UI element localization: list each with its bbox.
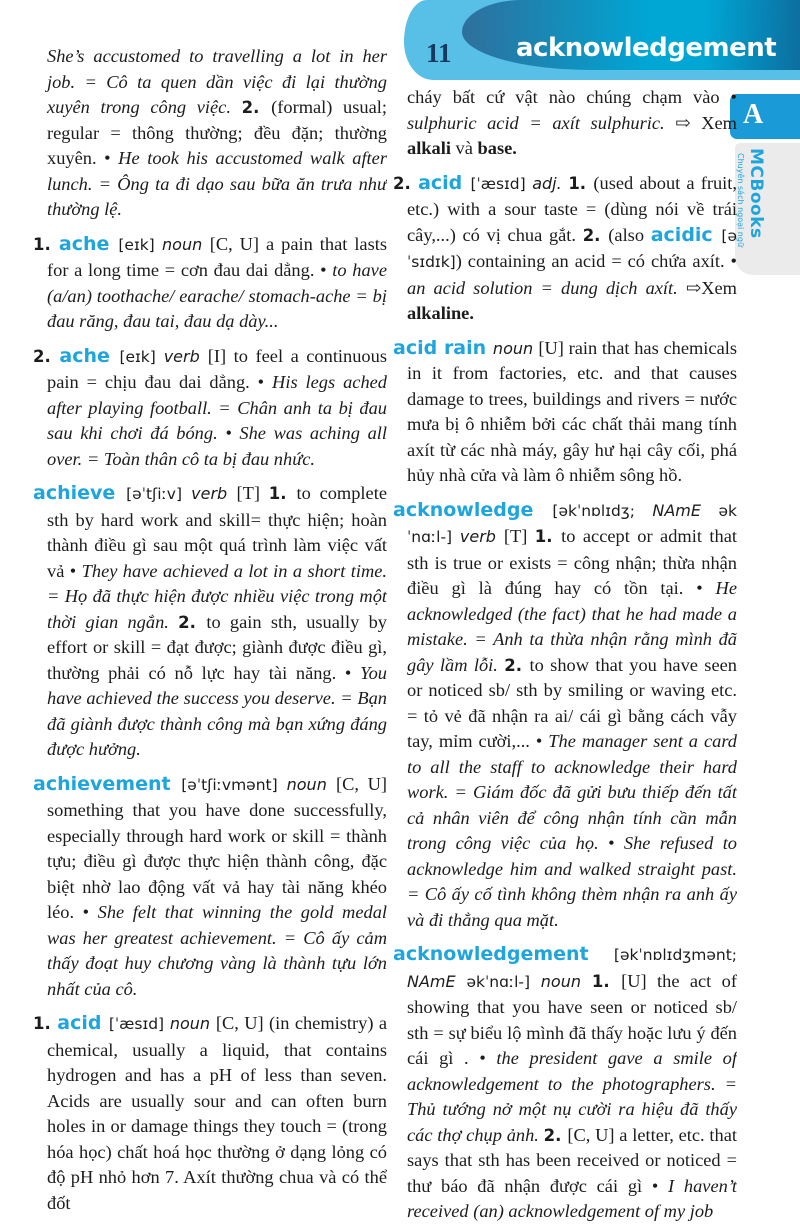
entry-text: (used about a fruit, etc.) with a sour taste = (dùng nói về trái cây,...) có vị chua gắt.: [407, 172, 737, 245]
entry-text: 1.: [534, 527, 562, 546]
entry-text: [əkˈnɒlɪdʒ;: [552, 501, 653, 520]
entry-text: verb: [459, 527, 504, 546]
headword: ache: [59, 344, 120, 367]
entry-text: [ˈæsɪd]: [470, 174, 533, 193]
entry-text: noun: [540, 971, 592, 991]
letter-index-tab: [730, 94, 800, 139]
entry-text: to accept or admit that sth is true or exists = công nhận; thừa nhận điều gì là đúng hay có tồn tại. •: [407, 526, 737, 598]
entry-text: 1.: [591, 971, 622, 991]
entry-text: 2.: [504, 655, 530, 675]
entry-text: verb: [163, 346, 208, 366]
entry-text: noun: [286, 774, 336, 794]
entry-text: noun: [162, 234, 210, 254]
guide-word: acknowledgement: [516, 33, 777, 63]
entry-text: His legs ached after playing football. = Chân anh ta bị đau sau khi chơi đá bóng. • She was aching all over. = Toàn thân cô ta bị đau nhức.: [47, 372, 387, 469]
entry-text: əkˈnɑːl-]: [407, 501, 737, 546]
entry-text: The manager sent a card to all the staff to acknowledge their hard work. = Giám đốc đã gửi bưu thiếp đến tất cả nhân viên để công nhận tính cần mẫn trong công việc của họ. • She refused to acknowledge him and walked straight past. = Cô ấy cố tình không thèm nhận ra anh ấy và đi thẳng qua mặt.: [407, 731, 737, 930]
entry-text: əkˈnɑːl-]: [466, 972, 541, 991]
entry-text: [eɪk]: [119, 347, 164, 366]
publisher-tagline: Chuyên sách ngoại ngữ: [736, 153, 745, 248]
entry-text: [C, U] (in chemistry) a chemical, usually a liquid, that contains hydrogen and has a pH of less than seven. Acids are usually sour and can often burn holes in or damage things they touch = (trong hóa học) chất hoá học thường ở dạng lỏng có độ pH nhỏ hơn 7. Axít thường chua và có thể đốt: [47, 1013, 387, 1213]
entry-text: ) containing an acid = có chứa axít. •: [455, 251, 737, 271]
entry-text: They have achieved a lot in a short time. = Họ đã thực hiện được nhiều việc trong một thời gian ngắn.: [47, 560, 387, 632]
entry-text: (formal) usual; regular = thông thường; đều đặn; thường xuyên. •: [47, 97, 387, 168]
entry-text: [U] the act of showing that you have seen or noticed sb/ sth = sự biểu lộ mình đã thấy hoặc lưu ý đến cái gì . •: [407, 970, 737, 1068]
page-header: [404, 0, 800, 80]
right-column: [393, 85, 737, 1230]
publisher-panel: [735, 143, 800, 275]
entry-text: 1.: [268, 484, 297, 503]
entry-text: [əˈsɪdɪk]: [407, 226, 737, 271]
entry-text: 2.: [543, 1125, 568, 1145]
entry-text: alkaline.: [407, 303, 474, 323]
dictionary-entry: [393, 942, 737, 1225]
entry-text: She felt that winning the gold medal was her greatest achievement. = Cô ấy cảm thấy đoạt huy chương vàng là thành tựu lớn nhất của cô.: [47, 902, 387, 999]
headword: ache: [58, 232, 119, 255]
entry-text: [əˈtʃiːvmənt]: [181, 775, 287, 794]
dictionary-entry: [33, 1011, 387, 1216]
entry-text: to show that you have seen or noticed sb/ sth by smiling or waving etc. = tỏ vẻ đã nhận ra ai/ cái gì bằng cách vẫy tay, mỉm cười,... •: [407, 654, 737, 751]
headword: acid: [418, 171, 471, 194]
entry-text: the president gave a smile of acknowledgement to the photographers. = Thủ tướng nở một nụ cười ra hiệu đã thấy các thợ chụp ảnh.: [407, 1048, 737, 1145]
entry-text: cháy bất cứ vật nào chúng chạm vào •: [407, 87, 737, 107]
entry-text: He acknowledged (the fact) that he had made a mistake. = Anh ta thừa nhận rằng mình đã gây lầm lỗi.: [407, 578, 737, 675]
entry-text: [C, U] something that you have done successfully, especially through hard work or skill = thành tựu; điều gì được thực hiện thành công, đặc biệt nhờ lao động vất vả hay tài năng khéo léo. •: [47, 773, 387, 922]
entry-text: noun: [169, 1014, 216, 1033]
headword: achievement: [33, 772, 182, 795]
entry-text: [I] to feel a continuous pain = chịu đau dai dẳng. •: [47, 345, 387, 392]
entry-text: [C, U] a pain that lasts for a long time = cơn đau dai dẳng. •: [47, 233, 387, 280]
headword: acidic: [650, 223, 722, 246]
entry-text: 1.: [33, 234, 59, 254]
dictionary-entry: [393, 498, 737, 934]
entry-text: 2.: [393, 173, 419, 193]
entry-text: ⇨Xem: [685, 277, 737, 298]
entry-text: He took his accustomed walk after lunch. = Ông ta đi dạo sau bữa ăn trưa như thường lệ.: [47, 148, 387, 219]
entry-text: 1.: [568, 173, 594, 193]
entry-text: I haven’t received (an) acknowledgement of my job: [407, 1175, 737, 1221]
entry-text: và: [450, 138, 478, 158]
entry-text: [T]: [503, 526, 535, 546]
entry-text: NAmE: [407, 971, 467, 991]
entry-text: an acid solution = dung dịch axít.: [407, 277, 686, 298]
entry-text: alkali: [407, 138, 451, 158]
headword: achieve: [33, 482, 127, 504]
dictionary-entry: [393, 85, 737, 162]
entry-text: You have achieved the success you deserve. = Bạn đã giành được thành công mà bạn xứng đáng được hưởng.: [47, 662, 387, 759]
dictionary-entry: [33, 44, 387, 223]
entry-text: [eɪk]: [118, 235, 163, 254]
dictionary-entry: [33, 481, 387, 763]
entry-text: to have (a/an) toothache/ earache/ stomach-ache = bị đau răng, đau tai, đau dạ dày...: [47, 260, 387, 331]
publisher-brand: MCBooks: [746, 148, 766, 239]
entry-text: verb: [191, 484, 237, 503]
headword: acknowledgement: [393, 943, 614, 965]
entry-text: ⇨ Xem: [675, 112, 737, 133]
entry-text: to complete sth by hard work and skill= thực hiện; hoàn thành điều gì sau một quá trình làm việc vất vả •: [47, 483, 387, 581]
entry-text: 2.: [33, 346, 60, 366]
headword: acid rain: [393, 336, 493, 359]
entry-text: 2.: [178, 612, 207, 632]
dictionary-entry: [393, 336, 737, 489]
headword: acknowledge: [393, 498, 553, 521]
entry-text: 1.: [33, 1014, 58, 1033]
entry-text: [U] rain that has chemicals in it from factories, etc. and that causes damage to trees, buildings and rivers = nước mưa bị ô nhiễm bởi các chất thải mang tính axít từ các nhà máy, gây hư hại cây cối, phá hủy nhà cửa và làm ô nhiễm sông hồ.: [407, 337, 737, 485]
entry-text: to gain sth, usually by effort or skill = đạt được; giành được điều gì, thường phải có nỗ lực hay tài năng. •: [47, 611, 387, 683]
entry-text: [əˈtʃiːv]: [126, 485, 192, 503]
entry-text: 2.: [582, 225, 609, 245]
entry-text: base.: [477, 138, 517, 158]
entry-text: [əkˈnɒlɪdʒmənt;: [613, 946, 737, 964]
entry-text: [T]: [236, 483, 269, 503]
page-number: 11: [426, 38, 452, 68]
dictionary-entry: [393, 171, 737, 327]
dictionary-entry: [33, 232, 387, 335]
entry-text: noun: [492, 338, 539, 358]
entry-text: sulphuric acid = axít sulphuric.: [407, 112, 676, 133]
entry-text: (also: [608, 224, 651, 245]
entry-text: adj.: [532, 173, 569, 193]
entry-text: 2.: [241, 98, 272, 117]
headword: acid: [57, 1012, 109, 1034]
letter-index-label: A: [743, 99, 764, 130]
entry-text: She’s accustomed to travelling a lot in her job. = Cô ta quen dần việc đi lại thường xuyên trong công việc.: [47, 46, 387, 117]
entry-text: NAmE: [652, 500, 719, 520]
entry-text: [ˈæsɪd]: [108, 1015, 170, 1033]
left-column: [33, 44, 387, 1230]
entry-text: [C, U] a letter, etc. that says that sth has been received or noticed = thư báo đã nhận được cái gì •: [407, 1124, 737, 1196]
dictionary-entry: [33, 344, 387, 473]
dictionary-entry: [33, 772, 387, 1003]
